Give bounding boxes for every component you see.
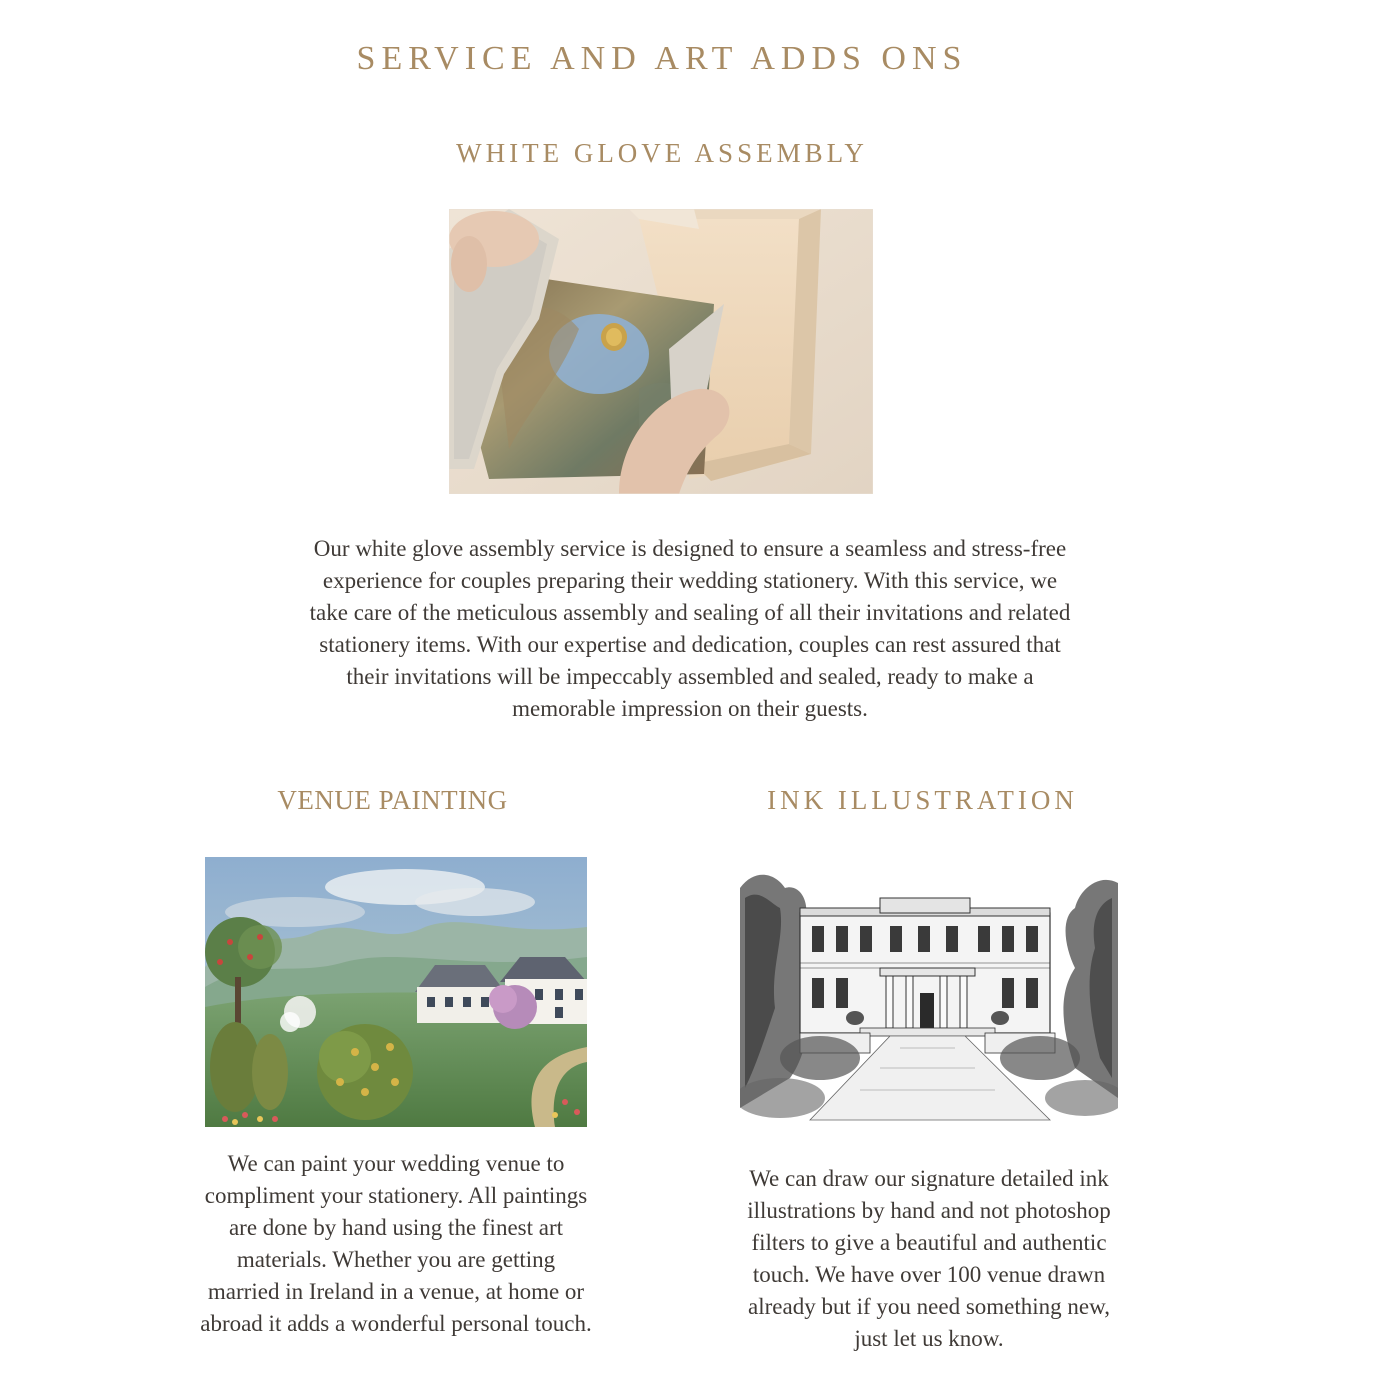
page-title: SERVICE AND ART ADDS ONS — [356, 40, 968, 77]
white-glove-title: WHITE GLOVE ASSEMBLY — [456, 138, 868, 168]
ink-illustration-description: We can draw our signature detailed ink illustrations by hand and not photoshop filters to give a beautiful and authentic touch. We have over 100 venue drawn already but if you need something new, just let us know. — [747, 1166, 1111, 1351]
white-glove-description: Our white glove assembly service is designed to ensure a seamless and stress-free experience for couples preparing their wedding stationery. With this service, we take care of the meticulous assembly and sealing of all their invitations and related stationery items. With our expertise and dedication, couples can rest assured that their invitations will be impeccably assembled and sealed, ready to make a memorable impression on their guests. — [309, 536, 1071, 721]
ink-illustration-title: INK ILLUSTRATION — [767, 785, 1078, 815]
venue-painting-image — [205, 857, 587, 1127]
ink-illustration-image — [740, 858, 1118, 1126]
white-glove-photo — [449, 209, 873, 494]
venue-painting-description: We can paint your wedding venue to compliment your stationery. All paintings are done by hand using the finest art materials. Whether you are getting married in Ireland in a venue, at home or abroad it adds a wonderful personal touch. — [200, 1151, 592, 1336]
venue-painting-title: VENUE PAINTING — [277, 785, 508, 815]
